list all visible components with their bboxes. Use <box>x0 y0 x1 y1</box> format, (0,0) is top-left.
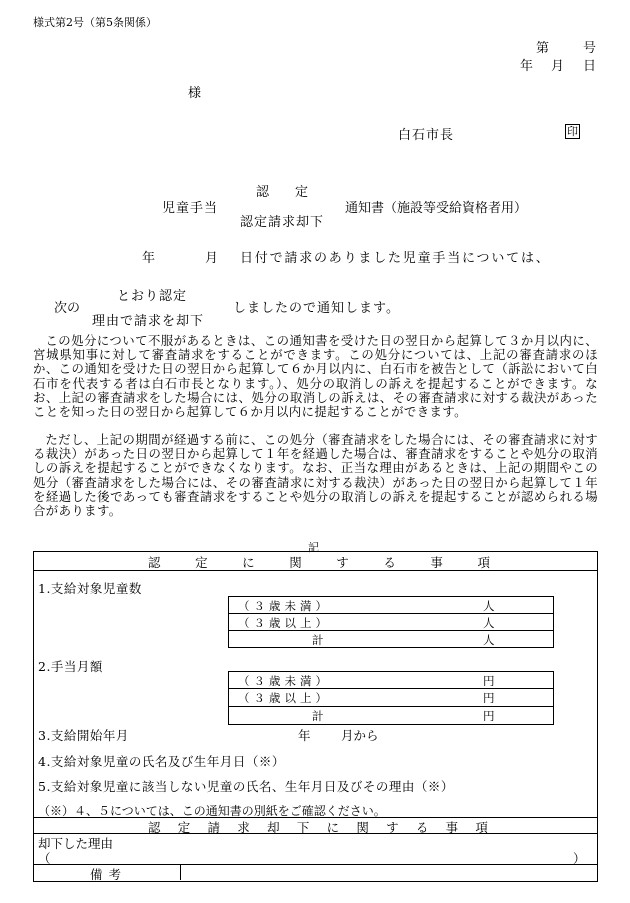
intro-approve: とおり認定 <box>117 289 188 304</box>
intro-prefix: 次の <box>54 301 81 316</box>
section2-header: 認 定 請 求 却 下 に 関 す る 事 項 <box>148 820 488 835</box>
item2-row-total: 計 <box>312 709 324 723</box>
title-left: 児童手当 <box>162 201 219 216</box>
intro-reject: 理由で請求を却下 <box>92 314 205 329</box>
item1-unit: 人 <box>483 599 495 613</box>
recipient-suffix: 様 <box>188 86 202 101</box>
item4-label: 4.支給対象児童の氏名及び生年月日（※） <box>38 754 285 769</box>
item2-label: 2.手当月額 <box>38 659 103 674</box>
section1-header: 認 定 に 関 す る 事 項 <box>148 555 490 570</box>
divider <box>33 833 598 834</box>
item1-row-under3: （３歳未満） <box>238 599 331 613</box>
title-right: 通知書（施設等受給資格者用） <box>345 201 528 216</box>
intro-text: 日付で請求のありました児童手当については、 <box>240 251 551 266</box>
reason-paren-open: （ <box>38 851 51 866</box>
divider <box>33 570 598 571</box>
date-year: 年 <box>520 59 534 74</box>
footnote: （※）４、５については、この通知書の別紙をご確認ください。 <box>38 804 386 818</box>
item3-year: 年 <box>298 728 311 743</box>
item5-label: 5.支給対象児童に該当しない児童の氏名、生年月日及びその理由（※） <box>38 779 454 794</box>
item2-unit: 円 <box>483 674 495 688</box>
intro-year: 年 <box>142 251 156 266</box>
remarks-divider <box>180 864 181 880</box>
number-go: 号 <box>583 41 597 56</box>
reason-label: 却下した理由 <box>38 836 114 851</box>
item1-row-over3: （３歳以上） <box>238 616 331 630</box>
seal-mark: 印 <box>567 125 578 138</box>
ki-label: 記 <box>308 541 319 554</box>
item1-unit: 人 <box>483 633 495 647</box>
item2-unit: 円 <box>483 709 495 723</box>
issuer-name: 白石市長 <box>398 128 455 143</box>
title-bottom: 認定請求却下 <box>240 215 325 230</box>
paragraph-appeal: この処分について不服があるときは、この通知書を受けた日の翌日から起算して３か月以内に、宮城県知事に対して審査請求をすることができます。この処分については、上記の審査請求のほか、この通知を受けた日の翌日から起算して６か月以内に、白石市を被告として（訴訟において白石市を代表する者は白石市長となります。）、処分の取消しの訴えを提起することができます。なお、上記の審査請求をした場合には、処分の取消しの訴えは、その審査請求に対する裁決があったことを知った日の翌日から起算して６か月以内に提起することができます。 <box>33 333 598 420</box>
date-day: 日 <box>583 59 597 74</box>
item1-unit: 人 <box>483 616 495 630</box>
item2-unit: 円 <box>483 691 495 705</box>
date-month: 月 <box>551 59 565 74</box>
item3-label: 3.支給開始年月 <box>38 728 129 743</box>
item2-row-over3: （３歳以上） <box>238 691 331 705</box>
item1-row-total: 計 <box>312 633 324 647</box>
number-dai: 第 <box>536 41 550 56</box>
item1-label: 1.支給対象児童数 <box>38 581 142 596</box>
remarks-label: 備考 <box>90 867 128 882</box>
form-number: 様式第2号（第5条関係） <box>33 16 157 29</box>
item2-row-under3: （３歳未満） <box>238 674 331 688</box>
intro-month: 月 <box>205 251 219 266</box>
intro-suffix: しましたので通知します。 <box>233 301 400 316</box>
reason-paren-close: ） <box>573 851 586 866</box>
paragraph-limit: ただし、上記の期間が経過する前に、この処分（審査請求をした場合には、その審査請求に対する裁決）があった日の翌日から起算して１年を経過した場合は、審査請求をすることや処分の取消しの訴えを提起することができなくなります。なお、正当な理由があるときは、上記の期間やこの処分（審査請求をした場合には、その審査請求に対する裁決）があった日の翌日から起算して１年を経過した後であっても審査請求をすることや処分の取消しの訴えを提起することが認められる場合があります。 <box>33 432 598 519</box>
item3-month: 月から <box>341 728 379 743</box>
title-top: 認 定 <box>256 185 309 200</box>
